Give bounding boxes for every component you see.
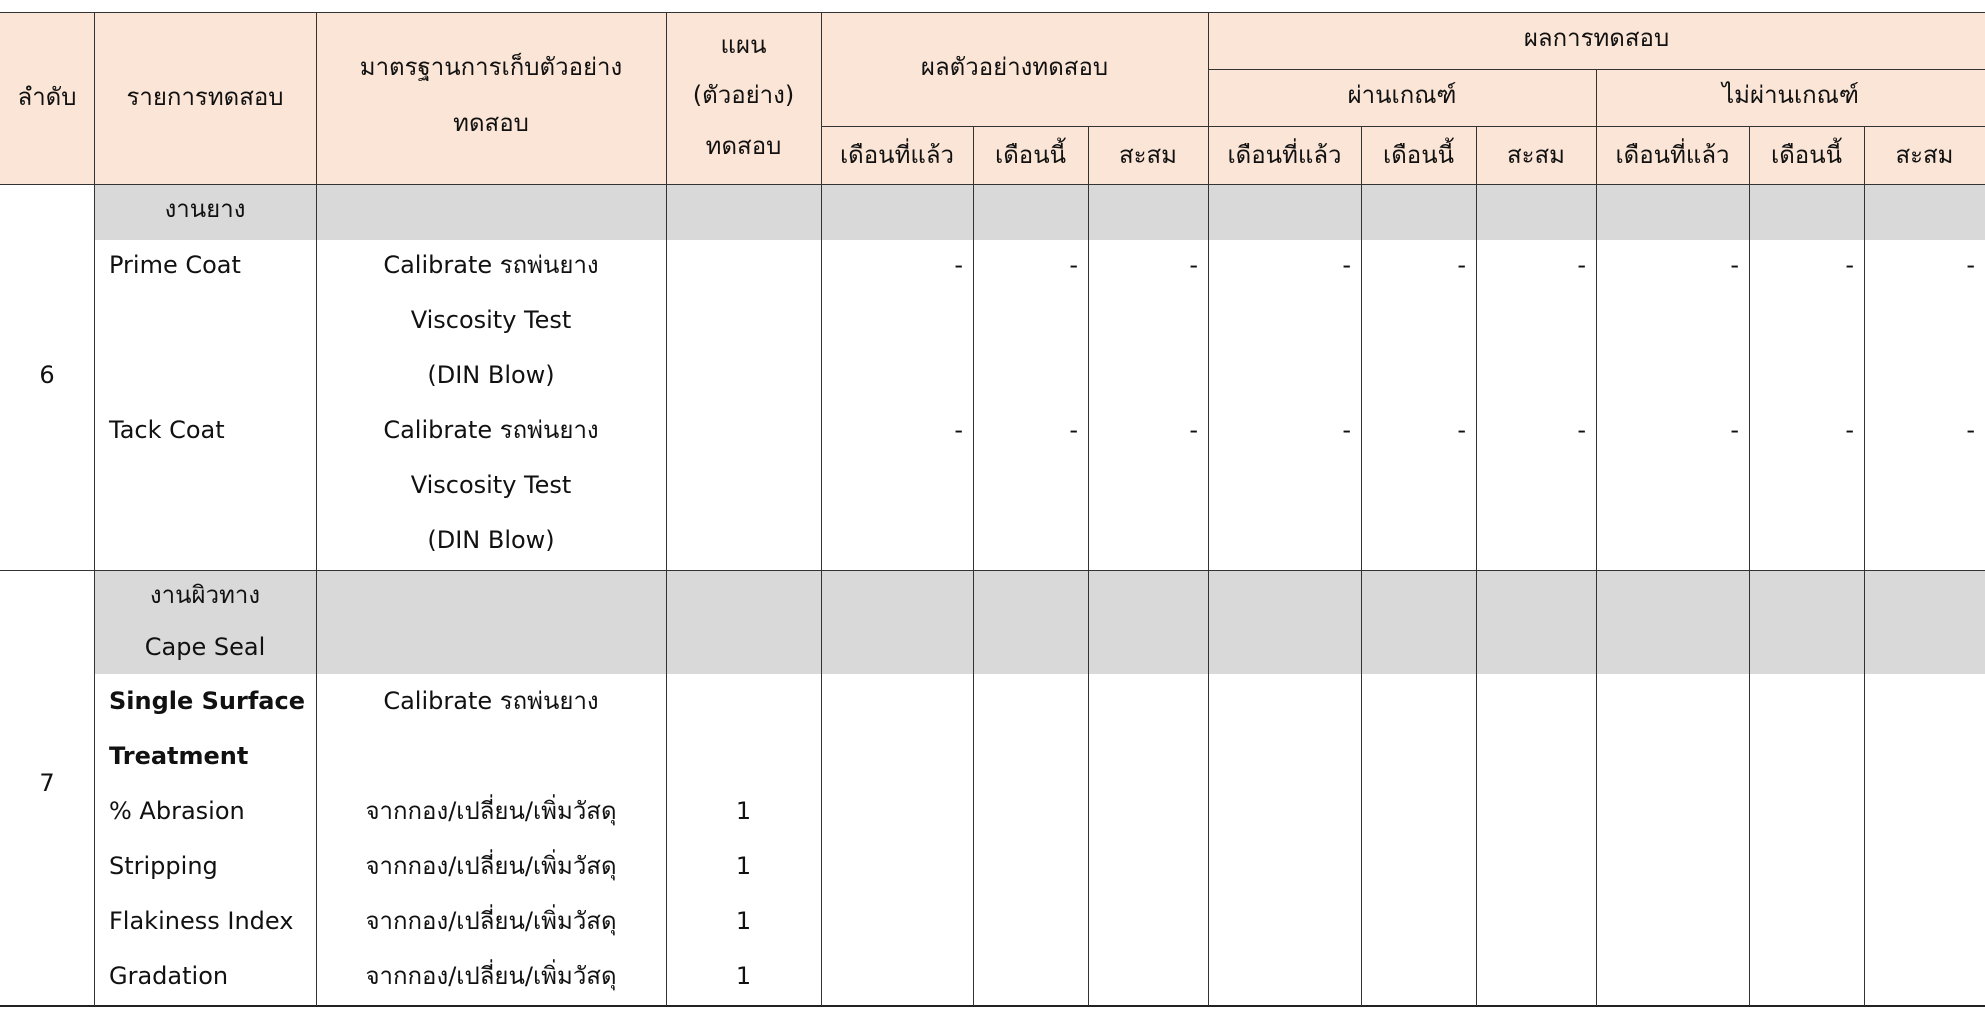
row-abrasion-standard: จากกอง/เปลี่ยน/เพิ่มวัสดุ [365, 797, 617, 825]
row-flakiness-plan: 1 [735, 907, 752, 935]
header-results-group: ผลการทดสอบ [1523, 24, 1670, 52]
tack-coat-fail-this-month: - [1845, 416, 1854, 444]
prime-coat-samples-cumulative: - [1189, 251, 1198, 279]
grid-line-top [0, 12, 1985, 13]
row-stripping-standard: จากกอง/เปลี่ยน/เพิ่มวัสดุ [365, 852, 617, 880]
header-samples-group: ผลตัวอย่างทดสอบ [920, 53, 1109, 81]
grid-col-fail-this [1864, 126, 1865, 1006]
row-treatment-item: Treatment [109, 742, 249, 770]
grid-col-pass-this [1476, 126, 1477, 1006]
row-abrasion-item: % Abrasion [109, 797, 245, 825]
grid-col-fail-last [1749, 126, 1750, 1006]
header-plan-line2: (ตัวอย่าง) [692, 81, 795, 109]
row-prime-coat-standard-3: (DIN Blow) [427, 361, 555, 389]
tack-coat-fail-last-month: - [1730, 416, 1739, 444]
section-6-title: งานยาง [164, 195, 246, 223]
row-prime-coat-standard-2: Viscosity Test [410, 306, 572, 334]
tack-coat-pass-cumulative: - [1577, 416, 1586, 444]
row-prime-coat-standard: Calibrate รถพ่นยาง [383, 251, 599, 279]
header-plan-line1: แผน [720, 31, 767, 59]
grid-line-section-divider [0, 570, 1985, 571]
row-abrasion-plan: 1 [735, 797, 752, 825]
row-flakiness-item: Flakiness Index [109, 907, 294, 935]
prime-coat-fail-last-month: - [1730, 251, 1739, 279]
row-tack-coat-item: Tack Coat [109, 416, 225, 444]
header-pass-cumulative: สะสม [1506, 141, 1565, 169]
header-standard-line2: ทดสอบ [453, 109, 529, 137]
row-prime-coat-item: Prime Coat [109, 251, 241, 279]
grid-col-pass-cum [1596, 69, 1597, 1006]
header-pass-last-month: เดือนที่แล้ว [1227, 141, 1342, 169]
section-7-title-line2: Cape Seal [144, 633, 266, 661]
prime-coat-samples-last-month: - [954, 251, 963, 279]
header-fail-last-month: เดือนที่แล้ว [1615, 141, 1730, 169]
section-7-title-background [94, 570, 1985, 674]
row-tack-coat-standard-3: (DIN Blow) [427, 526, 555, 554]
grid-col-pass-last [1361, 126, 1362, 1006]
grid-col-samples-last [973, 126, 974, 1006]
header-plan-line3: ทดสอบ [705, 132, 782, 160]
prime-coat-pass-last-month: - [1342, 251, 1351, 279]
tack-coat-pass-this-month: - [1457, 416, 1466, 444]
prime-coat-pass-this-month: - [1457, 251, 1466, 279]
header-fail-cumulative: สะสม [1895, 141, 1954, 169]
header-seq: ลำดับ [17, 83, 77, 111]
grid-col-item [316, 12, 317, 1006]
grid-col-samples-this [1088, 126, 1089, 1006]
header-pass-this-month: เดือนนี้ [1382, 141, 1454, 169]
grid-col-samples-cum [1208, 12, 1209, 1006]
row-stripping-plan: 1 [735, 852, 752, 880]
grid-line-header-bottom [0, 184, 1985, 185]
tack-coat-samples-cumulative: - [1189, 416, 1198, 444]
row-gradation-item: Gradation [109, 962, 229, 990]
header-samples-last-month: เดือนที่แล้ว [839, 141, 955, 169]
tack-coat-fail-cumulative: - [1966, 416, 1975, 444]
section-6-title-background [94, 184, 1985, 240]
tack-coat-samples-last-month: - [954, 416, 963, 444]
header-fail-this-month: เดือนนี้ [1770, 141, 1842, 169]
row-tack-coat-standard: Calibrate รถพ่นยาง [383, 416, 599, 444]
prime-coat-pass-cumulative: - [1577, 251, 1586, 279]
row-stripping-item: Stripping [109, 852, 218, 880]
grid-col-plan [821, 12, 822, 1006]
grid-line-header-sub [821, 126, 1985, 127]
grid-col-standard [666, 12, 667, 1006]
row-single-surface-standard: Calibrate รถพ่นยาง [383, 687, 599, 715]
prime-coat-fail-this-month: - [1845, 251, 1854, 279]
header-samples-cumulative: สะสม [1118, 141, 1177, 169]
row-gradation-plan: 1 [735, 962, 752, 990]
tack-coat-pass-last-month: - [1342, 416, 1351, 444]
section-6-seq: 6 [39, 361, 55, 389]
section-7-title-line1: งานผิวทาง [149, 581, 261, 609]
tack-coat-samples-this-month: - [1069, 416, 1078, 444]
row-single-surface-item: Single Surface [109, 687, 305, 715]
grid-line-bottom [0, 1005, 1985, 1007]
header-pass-group: ผ่านเกณฑ์ [1347, 81, 1457, 109]
section-7-seq: 7 [39, 769, 55, 797]
header-standard-line1: มาตรฐานการเก็บตัวอย่าง [359, 53, 623, 81]
row-flakiness-standard: จากกอง/เปลี่ยน/เพิ่มวัสดุ [365, 907, 617, 935]
prime-coat-samples-this-month: - [1069, 251, 1078, 279]
header-fail-group: ไม่ผ่านเกณฑ์ [1722, 81, 1859, 109]
row-tack-coat-standard-2: Viscosity Test [410, 471, 572, 499]
header-samples-this-month: เดือนนี้ [994, 141, 1066, 169]
grid-col-seq [94, 12, 95, 1006]
prime-coat-fail-cumulative: - [1966, 251, 1975, 279]
row-gradation-standard: จากกอง/เปลี่ยน/เพิ่มวัสดุ [365, 962, 617, 990]
header-item: รายการทดสอบ [126, 83, 284, 111]
